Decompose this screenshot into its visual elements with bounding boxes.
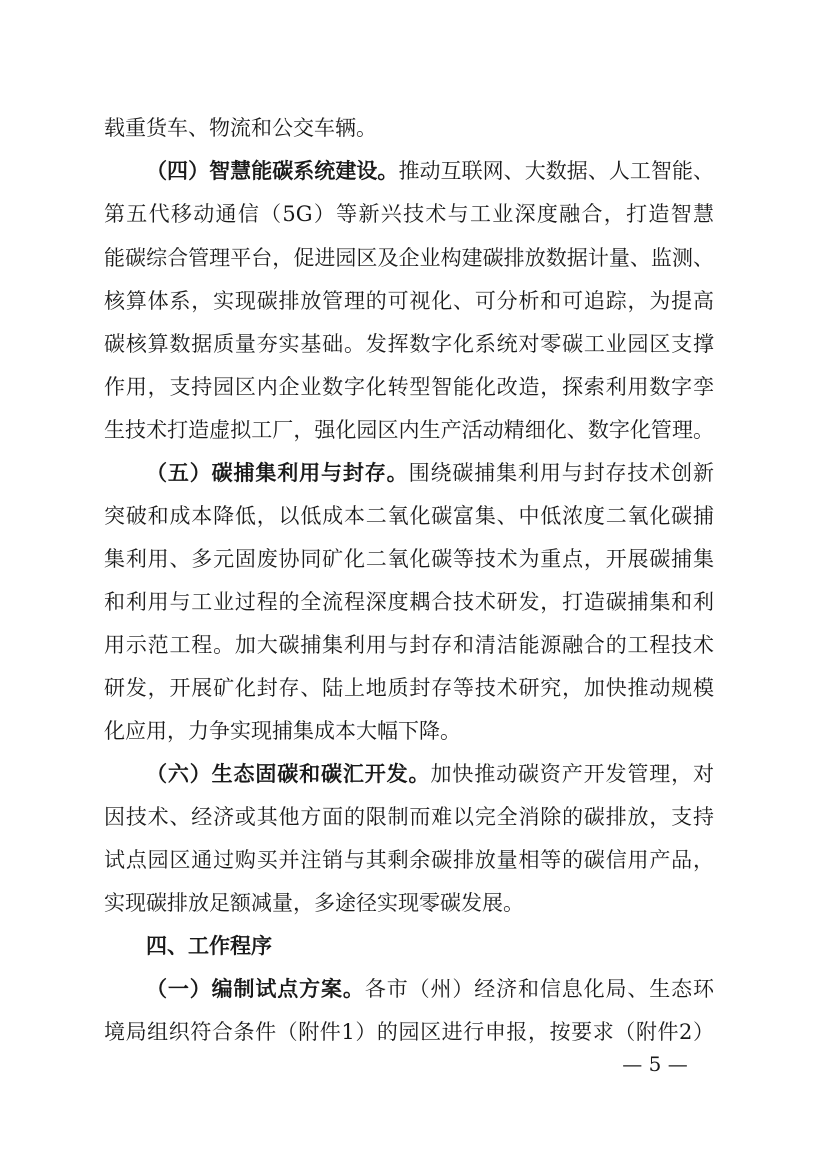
page-number: — 5 — — [622, 1052, 688, 1076]
text-line: 境局组织符合条件（附件1）的园区进行申报，按要求（附件2） — [104, 1020, 714, 1044]
text-line: 集利用、多元固废协同矿化二氧化碳等技术为重点，开展碳捕集 — [104, 547, 714, 571]
text-line: 生技术打造虚拟工厂，强化园区内生产活动精细化、数字化管理。 — [104, 418, 714, 442]
text-line: 化应用，力争实现捕集成本大幅下降。 — [104, 719, 461, 743]
text-line: 因技术、经济或其他方面的限制而难以完全消除的碳排放，支持 — [104, 805, 714, 829]
section-title-5: （五）碳捕集利用与封存。 — [146, 460, 409, 485]
text-line: 试点园区通过购买并注销与其剩余碳排放量相等的碳信用产品， — [104, 848, 714, 872]
section-title-6: （六）生态固碳和碳汇开发。 — [146, 761, 431, 786]
text-line: 碳核算数据质量夯实基础。发挥数字化系统对零碳工业园区支撑 — [104, 332, 714, 356]
text-line: 研发，开展矿化封存、陆上地质封存等技术研究，加快推动规模 — [104, 676, 714, 700]
paragraph-5-first-line: （五）碳捕集利用与封存。围绕碳捕集利用与封存技术创新 — [146, 460, 715, 485]
paragraph-step-1-first-line: （一）编制试点方案。各市（州）经济和信息化局、生态环 — [146, 976, 715, 1001]
text-line: 核算体系，实现碳排放管理的可视化、可分析和可追踪，为提高 — [104, 289, 714, 313]
section-heading: 四、工作程序 — [146, 934, 272, 958]
text-line: 作用，支持园区内企业数字化转型智能化改造，探索利用数字孪 — [104, 375, 714, 399]
paragraph-6-first-line: （六）生态固碳和碳汇开发。加快推动碳资产开发管理，对 — [146, 761, 715, 786]
text-line: 突破和成本降低，以低成本二氧化碳富集、中低浓度二氧化碳捕 — [104, 504, 714, 528]
text-line: 和利用与工业过程的全流程深度耦合技术研发，打造碳捕集和利 — [104, 590, 714, 614]
text-line: 实现碳排放足额减量，多途径实现零碳发展。 — [104, 891, 524, 915]
text-line: 载重货车、物流和公交车辆。 — [104, 116, 377, 140]
text-line: 能碳综合管理平台，促进园区及企业构建碳排放数据计量、监测、 — [104, 246, 714, 270]
text-line: 用示范工程。加大碳捕集利用与封存和清洁能源融合的工程技术 — [104, 633, 714, 657]
section-title-4: （四）智慧能碳系统建设。 — [146, 158, 399, 183]
text-line: 第五代移动通信（5G）等新兴技术与工业深度融合，打造智慧 — [104, 202, 714, 226]
paragraph-4-first-line: （四）智慧能碳系统建设。推动互联网、大数据、人工智能、 — [146, 158, 715, 183]
step-title-1: （一）编制试点方案。 — [146, 976, 365, 1001]
